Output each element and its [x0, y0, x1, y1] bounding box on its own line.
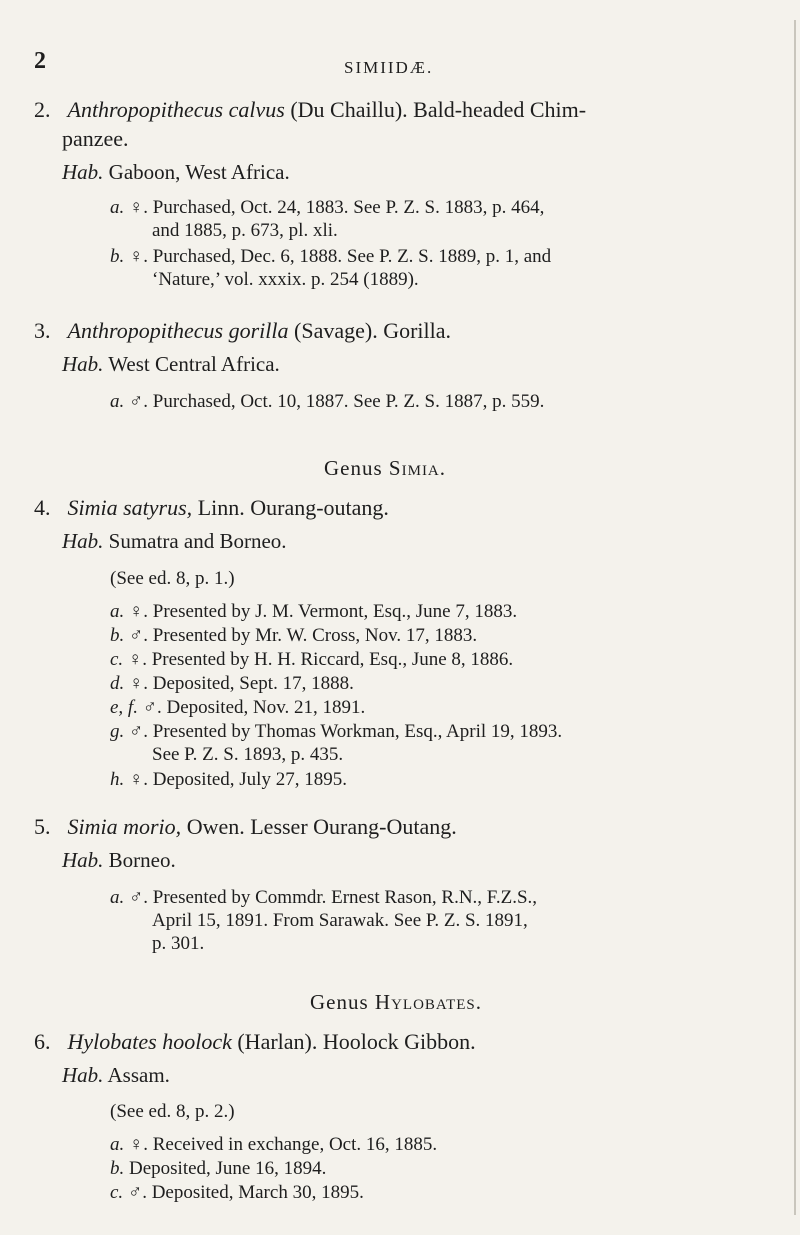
- authority: (Du Chaillu).: [290, 97, 408, 122]
- hab-value: Gaboon, West Africa.: [108, 160, 290, 184]
- specimen-text: Deposited, June 16, 1894.: [129, 1158, 327, 1179]
- hab-value: Assam.: [107, 1063, 170, 1087]
- specimen-label: a.: [110, 1134, 125, 1155]
- authority: (Harlan).: [237, 1029, 318, 1054]
- entry-title: [34, 495, 389, 521]
- specimen-text: ♂. Presented by Mr. W. Cross, Nov. 17, 1883.: [129, 625, 478, 646]
- page-number: 2: [34, 48, 46, 74]
- hab-label: Hab.: [62, 1063, 104, 1087]
- specimen-label: a.: [110, 601, 125, 622]
- specimen-text: ♂. Presented by Commdr. Ernest Rason, R.N., F.Z.S.,: [129, 887, 538, 908]
- habitat: [62, 160, 290, 185]
- specimen-text: ♂. Purchased, Oct. 10, 1887. See P. Z. S. 1887, p. 559.: [129, 391, 545, 412]
- genus-initial: H: [374, 990, 392, 1014]
- hab-label: Hab.: [62, 160, 104, 184]
- common-name: Bald-headed Chim-: [413, 97, 587, 122]
- genus-heading: [310, 990, 482, 1015]
- common-name: Ourang-outang.: [250, 495, 389, 520]
- specimen-entry: [110, 696, 760, 719]
- latin-name: Simia morio,: [67, 814, 182, 839]
- specimen-label: a.: [110, 887, 125, 908]
- specimen-text: ♀. Deposited, July 27, 1895.: [129, 769, 347, 790]
- latin-name: Anthropopithecus calvus: [67, 97, 285, 122]
- specimen-text-cont: April 15, 1891. From Sarawak. See P. Z. S. 1891,: [152, 910, 528, 931]
- specimen-entry: [110, 648, 760, 671]
- habitat: [62, 352, 280, 377]
- specimen-text: ♀. Presented by J. M. Vermont, Esq., June 7, 1883.: [129, 601, 518, 622]
- specimen-label: a.: [110, 197, 125, 218]
- genus-word: Genus: [310, 990, 369, 1014]
- specimen-label: a.: [110, 391, 125, 412]
- hab-label: Hab.: [62, 848, 104, 872]
- specimen-label: b.: [110, 246, 125, 267]
- specimen-text: ♂. Deposited, Nov. 21, 1891.: [142, 697, 366, 718]
- page-edge: [794, 20, 796, 1215]
- specimen-label: b.: [110, 625, 125, 646]
- latin-name: Anthropopithecus gorilla: [67, 318, 289, 343]
- specimen-entry: [110, 600, 760, 623]
- specimen-entry: [110, 672, 760, 695]
- common-name: Lesser Ourang-Outang.: [250, 814, 457, 839]
- running-head: SIMIIDÆ.: [344, 58, 434, 77]
- common-name: Hoolock Gibbon.: [322, 1029, 476, 1054]
- specimen-text: ♀. Purchased, Oct. 24, 1883. See P. Z. S. 1883, p. 464,: [129, 197, 545, 218]
- specimen-text-cont: and 1885, p. 673, pl. xli.: [152, 220, 338, 241]
- genus-name: [375, 990, 482, 1014]
- habitat: [62, 848, 176, 873]
- specimen-entry: [110, 1133, 760, 1156]
- entry-number: 2.: [34, 97, 51, 122]
- entry-number: 6.: [34, 1029, 51, 1054]
- hab-label: Hab.: [62, 352, 104, 376]
- specimen-text-cont: p. 301.: [152, 933, 205, 954]
- specimen-text: ♀. Presented by H. H. Riccard, Esq., June 8, 1886.: [127, 649, 514, 670]
- specimen-text: ♂. Deposited, March 30, 1895.: [127, 1182, 364, 1203]
- authority: (Savage).: [294, 318, 378, 343]
- specimen-entry: [110, 245, 760, 291]
- specimen-label: b.: [110, 1158, 125, 1179]
- common-name: Gorilla.: [383, 318, 452, 343]
- entry-title: [34, 814, 457, 840]
- specimen-entry: [110, 1181, 760, 1204]
- specimen-text: ♀. Purchased, Dec. 6, 1888. See P. Z. S. 1889, p. 1, and: [129, 246, 552, 267]
- latin-name: Simia satyrus,: [67, 495, 193, 520]
- authority: Owen.: [186, 814, 245, 839]
- specimen-label: e, f.: [110, 697, 138, 718]
- habitat: [62, 529, 287, 554]
- specimen-entry: [110, 390, 760, 413]
- specimen-entry: [110, 886, 760, 955]
- specimen-entry: [110, 768, 760, 791]
- see-edition-note: (See ed. 8, p. 2.): [110, 1101, 235, 1122]
- specimen-text-cont: ‘Nature,’ vol. xxxix. p. 254 (1889).: [152, 269, 419, 290]
- genus-rest: ylobates.: [391, 990, 483, 1014]
- genus-word: Genus: [324, 456, 383, 480]
- authority: Linn.: [197, 495, 245, 520]
- specimen-entry: [110, 624, 760, 647]
- specimen-text: ♂. Presented by Thomas Workman, Esq., April 19, 1893.: [129, 721, 563, 742]
- specimen-label: c.: [110, 1182, 124, 1203]
- hab-value: Sumatra and Borneo.: [108, 529, 287, 553]
- specimen-text-cont: See P. Z. S. 1893, p. 435.: [152, 744, 344, 765]
- specimen-entry: [110, 196, 760, 242]
- genus-initial: S: [388, 456, 402, 480]
- habitat: [62, 1063, 170, 1088]
- specimen-text: ♀. Deposited, Sept. 17, 1888.: [129, 673, 354, 694]
- entry-title: [34, 97, 586, 123]
- latin-name: Hylobates hoolock: [67, 1029, 232, 1054]
- specimen-label: g.: [110, 721, 125, 742]
- entry-title: [34, 1029, 476, 1055]
- specimen-text: ♀. Received in exchange, Oct. 16, 1885.: [129, 1134, 438, 1155]
- specimen-label: h.: [110, 769, 125, 790]
- specimen-label: c.: [110, 649, 124, 670]
- entry-number: 4.: [34, 495, 51, 520]
- specimen-label: d.: [110, 673, 125, 694]
- entry-number: 3.: [34, 318, 51, 343]
- specimen-entry: [110, 1157, 760, 1180]
- common-name-continued: panzee.: [62, 126, 129, 151]
- genus-rest: imia.: [401, 456, 447, 480]
- entry-number: 5.: [34, 814, 51, 839]
- genus-heading: [324, 456, 446, 481]
- hab-value: Borneo.: [108, 848, 176, 872]
- see-edition-note: (See ed. 8, p. 1.): [110, 568, 235, 589]
- hab-value: West Central Africa.: [108, 352, 280, 376]
- hab-label: Hab.: [62, 529, 104, 553]
- genus-name: [389, 456, 446, 480]
- entry-title: [34, 318, 451, 344]
- specimen-entry: [110, 720, 760, 766]
